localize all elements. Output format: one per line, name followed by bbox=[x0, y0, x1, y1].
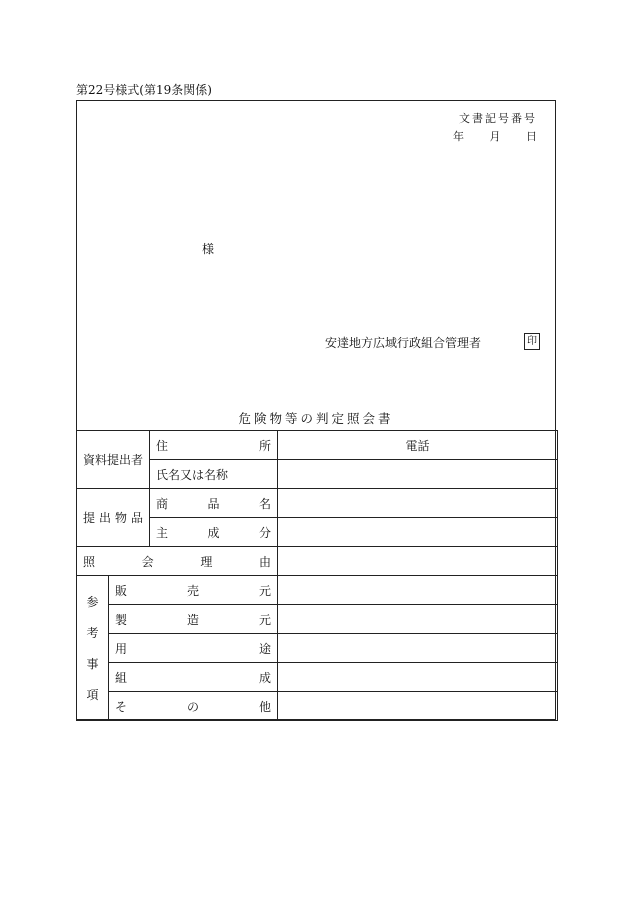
label-char: 参 bbox=[86, 595, 99, 609]
label-char: 理 bbox=[200, 554, 213, 569]
sender-name: 安達地方広域行政組合管理者 bbox=[325, 336, 482, 350]
table-row bbox=[77, 518, 558, 547]
table-row bbox=[77, 634, 558, 663]
label-char: 商 bbox=[156, 496, 169, 511]
label-char: 項 bbox=[86, 688, 99, 702]
label-char: 出 bbox=[99, 511, 112, 525]
table-row bbox=[77, 576, 558, 605]
table-row bbox=[77, 692, 558, 721]
label-char: 会 bbox=[141, 554, 154, 569]
label-char: 考 bbox=[86, 626, 99, 640]
label-char: 由 bbox=[258, 554, 271, 569]
reference-group-label bbox=[77, 576, 109, 721]
label-char: 他 bbox=[259, 699, 272, 714]
label-char: 照 bbox=[83, 554, 96, 569]
name-field[interactable] bbox=[278, 460, 558, 489]
label-char: 品 bbox=[131, 511, 144, 525]
date-month: 月 bbox=[489, 130, 501, 143]
seal-mark: 印 bbox=[524, 333, 540, 350]
main-component-label bbox=[150, 518, 278, 547]
name-label: 氏名又は名称 bbox=[150, 460, 278, 489]
composition-label bbox=[109, 663, 278, 692]
form-number: 第22号様式(第19条関係) bbox=[76, 83, 212, 97]
label-char: 分 bbox=[258, 525, 271, 540]
label-char: 途 bbox=[259, 641, 272, 656]
table-row bbox=[77, 663, 558, 692]
label-char: そ bbox=[115, 699, 128, 714]
inquiry-reason-field[interactable] bbox=[278, 547, 558, 576]
composition-field[interactable] bbox=[278, 663, 558, 692]
date-year: 年 bbox=[453, 130, 464, 143]
usage-field[interactable] bbox=[278, 634, 558, 663]
label-char: 売 bbox=[187, 583, 200, 598]
label-char: 主 bbox=[156, 525, 169, 540]
address-label bbox=[150, 431, 278, 460]
table-row bbox=[77, 460, 558, 489]
form-frame bbox=[76, 100, 556, 720]
product-name-field[interactable] bbox=[278, 489, 558, 518]
seller-label bbox=[109, 576, 278, 605]
other-field[interactable] bbox=[278, 692, 558, 721]
label-char: 用 bbox=[115, 641, 128, 656]
label-char: の bbox=[187, 699, 200, 714]
label-char: 物 bbox=[115, 511, 128, 525]
usage-label bbox=[109, 634, 278, 663]
label-char: 元 bbox=[259, 612, 272, 627]
document-title: 危険物等の判定照会書 bbox=[238, 411, 394, 426]
label-char: 販 bbox=[115, 583, 128, 598]
seller-field[interactable] bbox=[278, 576, 558, 605]
items-group-label bbox=[77, 489, 150, 547]
label-char: 品 bbox=[207, 496, 220, 511]
manufacturer-field[interactable] bbox=[278, 605, 558, 634]
phone-label: 電話 bbox=[405, 438, 430, 453]
product-name-label bbox=[150, 489, 278, 518]
manufacturer-label bbox=[109, 605, 278, 634]
main-component-field[interactable] bbox=[278, 518, 558, 547]
label-char: 製 bbox=[115, 612, 128, 627]
submitter-group-label: 資料提出者 bbox=[77, 431, 150, 489]
inquiry-table bbox=[76, 430, 558, 721]
date-line bbox=[453, 128, 537, 144]
label-char: 元 bbox=[259, 583, 272, 598]
label-char: 事 bbox=[86, 657, 99, 671]
phone-field[interactable] bbox=[278, 431, 558, 460]
label-char: 名 bbox=[258, 496, 271, 511]
table-row bbox=[77, 547, 558, 576]
label-char: 成 bbox=[259, 670, 272, 685]
addressee-suffix: 様 bbox=[202, 242, 215, 256]
table-row bbox=[77, 431, 558, 460]
label-char: 造 bbox=[187, 612, 200, 627]
other-label bbox=[109, 692, 278, 721]
table-row bbox=[77, 489, 558, 518]
label-char: 所 bbox=[259, 438, 272, 453]
label-char: 住 bbox=[156, 438, 169, 453]
label-char: 提 bbox=[83, 511, 96, 525]
doc-number-label: 文書記号番号 bbox=[459, 112, 537, 125]
date-day: 日 bbox=[526, 130, 537, 143]
label-char: 成 bbox=[207, 525, 220, 540]
label-char: 組 bbox=[115, 670, 128, 685]
inquiry-reason-label bbox=[77, 547, 278, 576]
table-row bbox=[77, 605, 558, 634]
